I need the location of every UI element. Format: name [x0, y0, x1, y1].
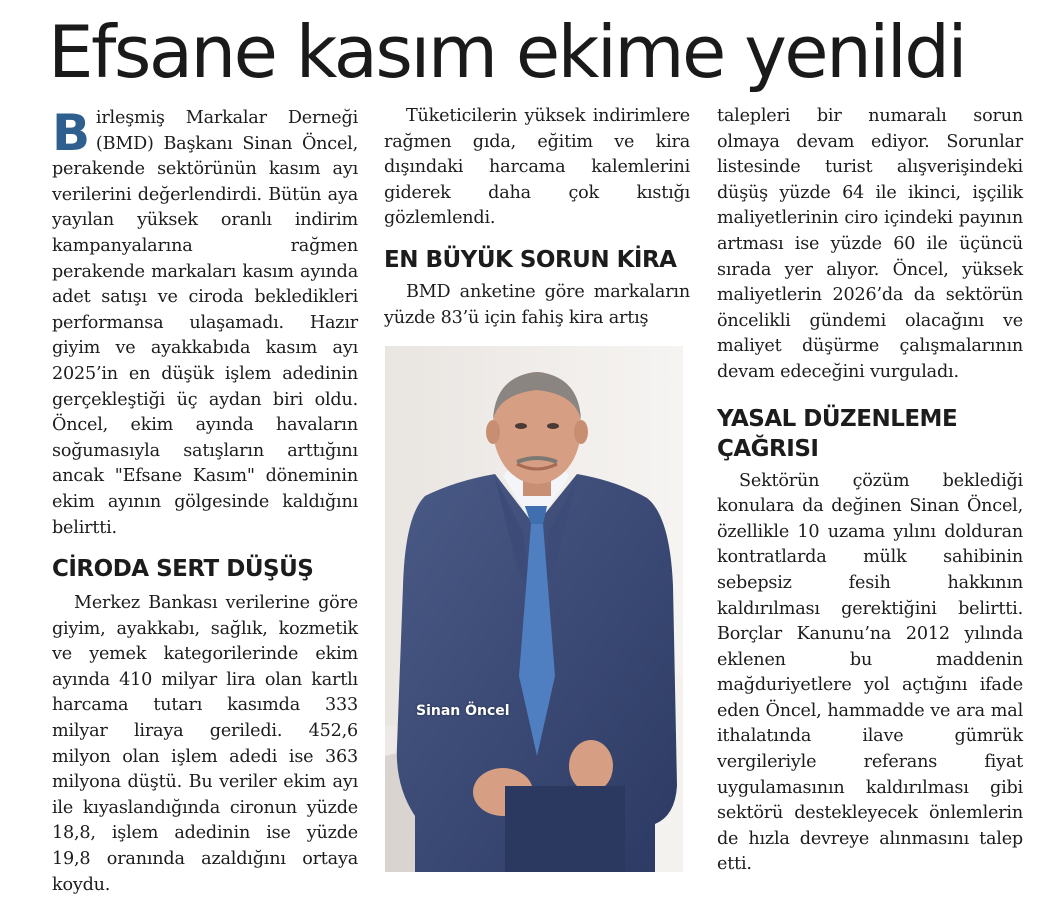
- body-paragraph: Tüketicilerin yüksek indirimlere rağmen gıda, eğitim ve kira dışındaki harcama kalemlerini giderek daha çok kıstığı gözlemlendi.: [384, 106, 690, 229]
- subheading-en-buyuk-sorun-kira: EN BÜYÜK SORUN KİRA: [384, 246, 677, 273]
- body-paragraph: Merkez Bankası verilerine göre giyim, ayakkabı, sağlık, kozmetik ve yemek kategorilerinde ekim ayında 410 milyar lira olan kartlı harcama tutarı kasımda 333 milyar liraya geriledi. 452,6 milyon olan işlem adedi ise 363 milyona düştü. Bu veriler ekim ayı ile kıyaslandığında cironun yüzde 18,8, işlem adedinin ise yüzde 19,8 oranında azaldığını ortaya koydu.: [52, 593, 358, 895]
- portrait-illustration: [385, 346, 683, 872]
- intro-paragraph: [52, 106, 358, 541]
- drop-cap: B: [52, 104, 90, 162]
- article-column-3: [717, 104, 1023, 878]
- body-paragraph: BMD anketine göre markaların yüzde 83’ü için fahiş kira artış: [384, 281, 690, 328]
- headline: Efsane kasım ekime yenildi: [48, 10, 965, 94]
- subheading-ciroda-sert-dusus: CİRODA SERT DÜŞÜŞ: [52, 556, 314, 583]
- photo-caption: Sinan Öncel: [416, 703, 510, 719]
- article-column-2: [384, 104, 690, 331]
- intro-text: irleşmiş Markalar Derneği (BMD) Başkanı Sinan Öncel, perakende sektörünün kasım ayı verilerini değerlendirdi. Bütün aya yayılan yüksek oranlı indirim kampanyalarına rağmen perakende markaları kasım ayında adet satışı ve ciroda beklediklerі performansa ulaşamadı. Hazır giyim ve ayakkabıda kasım ayı 2025’in en düşük işlem adedinin gerçekleştiği üç aydan biri oldu. Öncel, ekim ayında havaların soğumasıyla satışların arttığını ancak "Efsane Kasım" döneminin ekim ayının gölgesinde kaldığını belirtti.: [52, 108, 358, 538]
- body-paragraph: talepleri bir numaralı sorun olmaya devam ediyor. Sorunlar listesinde turist alışverişindeki düşüş yüzde 64 ile ikinci, işçilik maliyetlerinin ciro içindeki payının artması ise yüzde 60 ile üçüncü sırada yer alıyor. Öncel, yüksek maliyetlerin 2026’da da sektörün öncelikli gündemi olacağını ve maliyet düşürme çalışmalarının devam edeceğini vurguladı.: [717, 106, 1023, 382]
- portrait-photo: [385, 346, 683, 872]
- body-paragraph: Sektörün çözüm beklediği konulara da değinen Sinan Öncel, özellikle 10 uzama yılını dolduran kontratlarda mülk sahibinin sebepsiz fesih hakkının kaldırılması gerektiğini belirtti. Borçlar Kanunu’na 2012 yılında eklenen bu maddenin mağduriyetlere yol açtığını ifade eden Öncel, hammadde ve ara mal ithalatında ilave gümrük vergileriyle referans fiyat uygulamasının kaldırılması gibi sektörü destekleyecek önlemlerin de hızla devreye alınmasını talep etti.: [717, 470, 1023, 875]
- article-column-1: [52, 106, 358, 898]
- subheading-yasal-duzenleme-cagrisi: YASAL DÜZENLEME ÇAĞRISI: [717, 405, 958, 462]
